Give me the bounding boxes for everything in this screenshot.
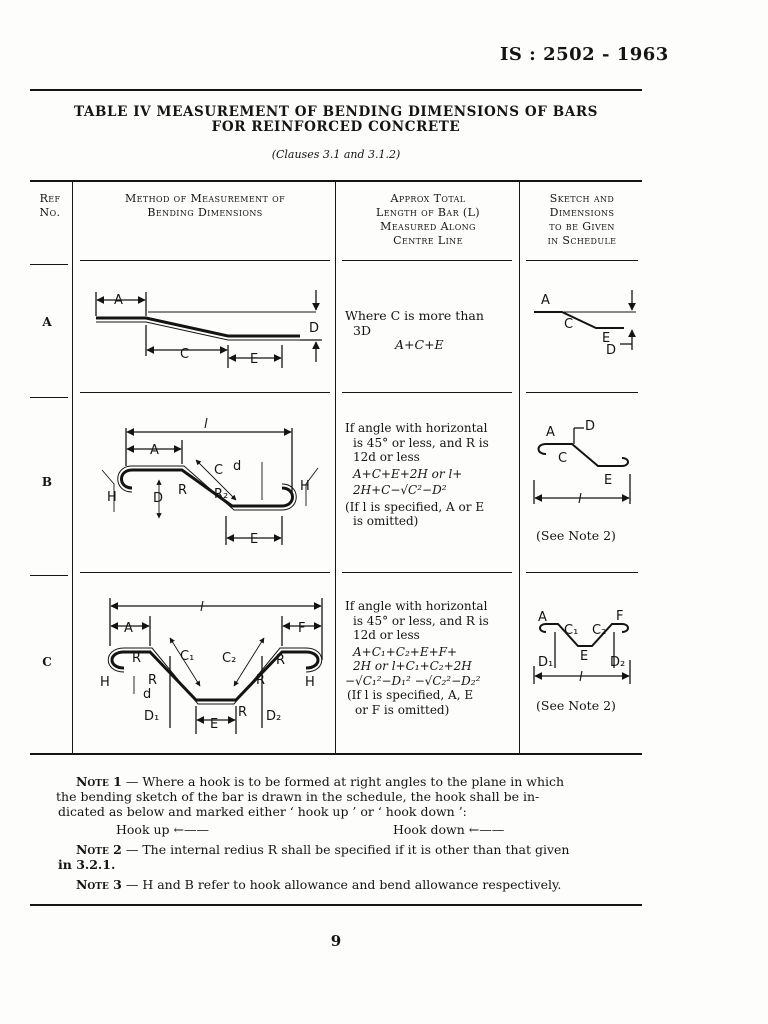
row-c-dim-d-small: d <box>143 687 152 702</box>
row-a-length-line-1: Where C is more than <box>345 308 484 323</box>
row-a-dim-c: C <box>180 347 190 362</box>
row-c-sketch-f: F <box>616 609 624 624</box>
row-b-dim-d-small: d <box>233 459 242 474</box>
table-clauses: (Clauses 3.1 and 3.1.2) <box>271 148 401 161</box>
row-a-length-line-2: 3D <box>353 322 371 338</box>
note-3-line-1: — H and B refer to hook allowance and bend allowance respectively. <box>121 877 562 892</box>
row-c-dim-h-left: H <box>100 675 110 690</box>
row-b-sketch-e: E <box>604 473 613 488</box>
row-b-sketch-bar <box>539 444 629 466</box>
col-header-method-line-1: Method of Measurement of <box>124 192 286 205</box>
row-c-sketch-e: E <box>580 649 589 664</box>
row-b-dim-a: A <box>150 443 159 458</box>
row-c-formula-2: 2H or l+C₁+C₂+2H <box>353 659 472 673</box>
row-c-sketch-l: l <box>579 670 583 685</box>
row-b-dim-l: l <box>204 417 208 432</box>
row-c-sketch-d1: D₁ <box>538 655 554 670</box>
row-b-length-line-6: (If l is specified, A or E <box>345 499 485 514</box>
row-c-dim-d1: D₁ <box>144 709 160 724</box>
row-c-dim-c1: C₁ <box>180 649 195 664</box>
row-c-sketch-d2: D₂ <box>610 655 626 670</box>
row-a-sketch-e: E <box>602 331 611 346</box>
col-header-sketch-line-4: in Schedule <box>547 234 617 247</box>
row-b-length-line-3: 12d or less <box>353 450 420 464</box>
row-a-sketch-c: C <box>564 317 574 332</box>
row-a-dim-e: E <box>250 352 259 367</box>
note-1-label: Note 1 <box>76 774 122 789</box>
row-a-sketch-d: D <box>606 343 617 358</box>
row-c-method-diagram <box>100 598 322 734</box>
row-a-sketch-a: A <box>541 293 550 308</box>
table-title-line-1: TABLE IV MEASUREMENT OF BENDING DIMENSIONS OF BARS <box>73 104 598 120</box>
row-c-length-line-8: or F is omitted) <box>355 702 450 717</box>
row-b-dim-c: C <box>214 463 224 478</box>
row-a-sketch-bar <box>534 312 624 328</box>
hook-up-label: Hook up ←—— <box>116 822 209 837</box>
row-c-sketch-note: (See Note 2) <box>536 698 616 713</box>
row-b-sketch-note: (See Note 2) <box>536 528 616 543</box>
note-2-label: Note 2 <box>76 842 122 857</box>
row-c-length-line-3: 12d or less <box>353 628 420 642</box>
row-b-sketch-c: C <box>558 451 568 466</box>
note-1-line-1: — Where a hook is to be formed at right angles to the plane in which <box>121 774 565 789</box>
col-header-length-line-2: Length of Bar (L) <box>375 206 481 219</box>
row-c-sketch-c1: C₁ <box>564 623 579 638</box>
row-c-formula-3: −√C₁²−D₁² −√C₂²−D₂² <box>345 673 481 688</box>
row-b-formula-1: A+C+E+2H or l+ <box>353 466 463 481</box>
row-c-formula-1: A+C₁+C₂+E+F+ <box>353 644 458 659</box>
row-b-method-diagram <box>102 417 318 547</box>
row-b-dim-r2: R₂ <box>214 487 229 502</box>
note-1-line-2: the bending sketch of the bar is drawn in the schedule, the hook shall be in- <box>56 789 540 804</box>
row-b-bar <box>122 470 293 506</box>
row-a-dim-d: D <box>309 321 320 336</box>
row-b-length-line-7: is omitted) <box>353 514 419 528</box>
row-b-sketch <box>534 419 630 507</box>
note-2-line-1: — The internal redius R shall be specified if it is other than that given <box>121 842 570 857</box>
row-c-dim-f: F <box>298 621 306 636</box>
col-header-length-line-3: Measured Along <box>380 220 476 233</box>
row-c-length-line-2: is 45° or less, and R is <box>353 613 489 628</box>
row-c-dim-r-left2: R <box>148 673 158 688</box>
row-c-sketch-a: A <box>538 610 547 625</box>
row-b-dim-r: R <box>178 483 188 498</box>
row-ref-a: A <box>42 315 52 329</box>
row-c-dim-l: l <box>200 600 204 615</box>
note-3-label: Note 3 <box>76 877 122 892</box>
row-ref-b: B <box>41 475 53 489</box>
note-1 <box>58 774 644 819</box>
row-a-formula: A+C+E <box>395 337 444 352</box>
col-header-ref-line-1: Ref <box>39 192 61 205</box>
row-b-dim-h-right: H <box>300 479 310 494</box>
note-2 <box>58 842 644 872</box>
row-c-sketch-bar <box>540 624 628 646</box>
row-b-dim-e: E <box>250 532 259 547</box>
row-c-dim-d2: D₂ <box>266 709 282 724</box>
col-header-sketch-line-1: Sketch and <box>549 192 615 205</box>
row-c-dim-r-bottom: R <box>238 705 248 720</box>
row-b-length-line-1: If angle with horizontal <box>345 421 488 435</box>
row-c-dim-c2: C₂ <box>222 651 237 666</box>
row-b-sketch-d: D <box>585 419 596 434</box>
row-a-dim-a: A <box>114 293 123 308</box>
row-c-dim-e: E <box>210 717 219 732</box>
row-b-dim-h-left: H <box>107 490 117 505</box>
row-b-sketch-a: A <box>546 425 555 440</box>
row-c-dim-r-left1: R <box>132 651 142 666</box>
col-header-length-line-1: Approx Total <box>390 192 466 205</box>
page-number: 9 <box>330 932 342 950</box>
row-a-method-diagram <box>96 290 322 368</box>
row-ref-c: C <box>42 655 52 669</box>
row-c-dim-a: A <box>124 621 133 636</box>
row-b-length-line-2: is 45° or less, and R is <box>353 435 489 450</box>
row-c-dim-r-right1: R <box>256 673 266 688</box>
row-c-sketch <box>534 609 630 685</box>
table-title-line-2: FOR REINFORCED CONCRETE <box>211 119 461 135</box>
row-c-length-line-1: If angle with horizontal <box>345 599 488 613</box>
note-2-line-2: in 3.2.1. <box>58 857 116 872</box>
note-1-line-3: dicated as below and marked either ‘ hook up ’ or ‘ hook down ’: <box>58 804 467 819</box>
col-header-method-line-2: Bending Dimensions <box>147 206 263 219</box>
bottom-rule <box>30 904 642 906</box>
col-header-sketch-line-3: to be Given <box>549 220 615 233</box>
col-header-length-line-4: Centre Line <box>393 234 463 247</box>
row-b-dim-d: D <box>153 491 164 506</box>
row-c-sketch-c2: C₂ <box>592 623 607 638</box>
row-c-length-line-7: (If l is specified, A, E <box>347 688 474 702</box>
col-header-ref-line-2: No. <box>39 206 61 219</box>
hook-down-label: Hook down ←—— <box>393 822 505 837</box>
row-b-formula-2: 2H+C−√C²−D² <box>353 483 447 497</box>
standard-number: IS : 2502 - 1963 <box>500 44 669 65</box>
note-3 <box>58 877 644 892</box>
col-header-sketch-line-2: Dimensions <box>549 206 615 219</box>
row-c-dim-h-right: H <box>305 675 315 690</box>
row-c-dim-r-right2: R <box>276 653 286 668</box>
row-a-sketch <box>534 290 636 358</box>
row-b-sketch-l: l <box>578 492 582 507</box>
